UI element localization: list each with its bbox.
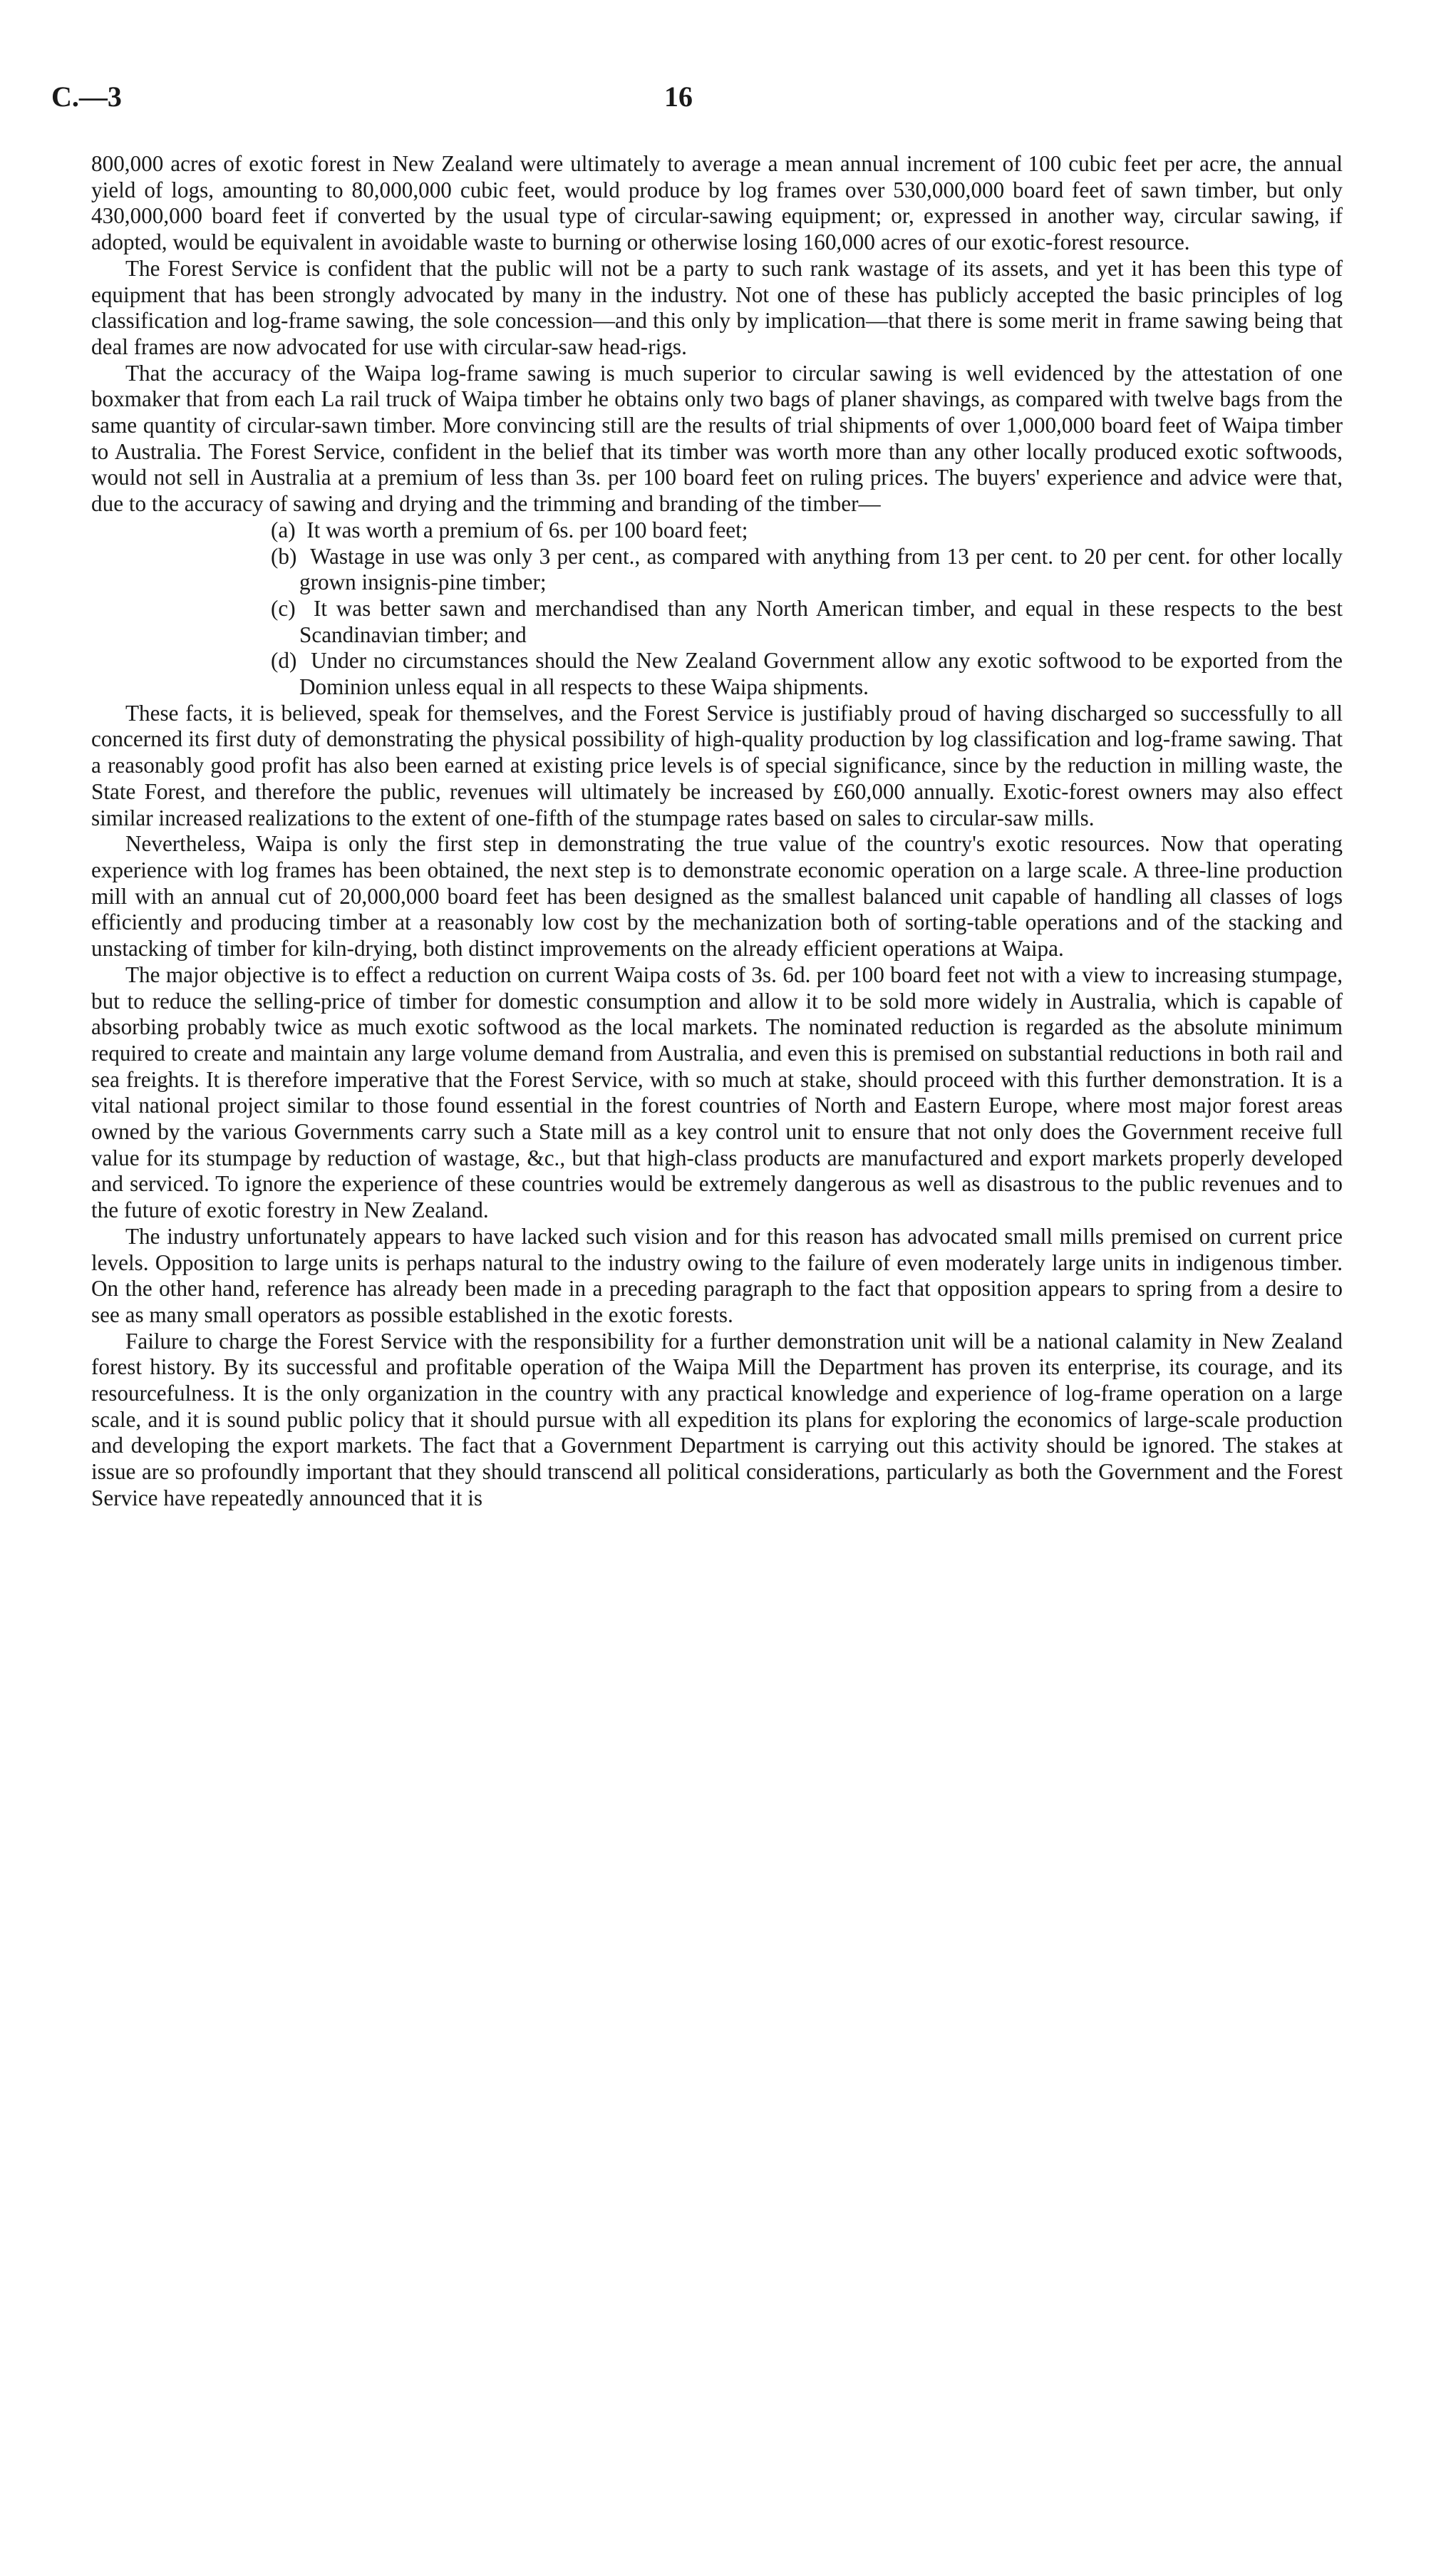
paragraph-nevertheless: Nevertheless, Waipa is only the first step in demonstrating the true value of the country's exotic resources. Now that operating experience with log frames has been obtained, the next step is to demonstrate economic operation on a large scale. A three-line production mill with an annual cut of 20,000,000 board feet has been designed as the smallest balanced unit capable of handling all classes of logs efficiently and producing timber at a reasonably low cost by the mechanization both of sorting-table operations and of the stacking and unstacking of timber for kiln-drying, both distinct improvements on the already efficient operations at Waipa. bbox=[91, 831, 1343, 962]
list-item-label: (d) bbox=[271, 648, 297, 674]
paragraph-industry-vision: The industry unfortunately appears to have lacked such vision and for this reason has advocated small mills premised on current price levels. Opposition to large units is perhaps natural to the industry owing to the failure of even moderately large units in indigenous timber. On the other hand, reference has already been made in a preceding paragraph to the fact that opposition appears to spring from a desire to see as many small operators as possible established in the exotic forests. bbox=[91, 1223, 1343, 1327]
paragraph-waipa-accuracy: That the accuracy of the Waipa log-frame sawing is much superior to circular sawing is well evidenced by the attestation of one boxmaker that from each La rail truck of Waipa timber he obtains only two bags of planer shavings, as compared with twelve bags from the same quantity of circular-sawn timber. More convincing still are the results of trial shipments of over 1,000,000 board feet of Waipa timber to Australia. The Forest Service, confident in the belief that its timber was worth more than any other locally produced exotic softwoods, would not sell in Australia at a premium of less than 3s. per 100 board feet on ruling prices. The buyers' experience and advice were that, due to the accuracy of sawing and drying and the trimming and branding of the timber— bbox=[91, 360, 1343, 517]
list-item bbox=[91, 517, 1343, 544]
paragraph-major-objective: The major objective is to effect a reduction on current Waipa costs of 3s. 6d. per 100 board feet not with a view to increasing stumpage, but to reduce the selling-price of timber for domestic consumption and allow it to be sold more widely in Australia, which is capable of absorbing probably twice as much exotic softwood as the local markets. The nominated reduction is regarded as the absolute minimum required to create and maintain any large volume demand from Australia, and even this is premised on substantial reductions in both rail and sea freights. It is therefore imperative that the Forest Service, with so much at stake, should proceed with this further demonstration. It is a vital national project similar to those found essential in the forest countries of North and Eastern Europe, where most major forest areas owned by the various Governments carry such a State mill as a key control unit to ensure that not only does the Government receive full value for its stumpage by reduction of wastage, &c., but that high-class products are manufactured and export markets properly developed and serviced. To ignore the experience of these countries would be extremely dangerous as well as disastrous to the public revenues and to the future of exotic forestry in New Zealand. bbox=[91, 962, 1343, 1223]
page-number: 16 bbox=[664, 81, 693, 113]
list-item-label: (c) bbox=[271, 595, 296, 621]
list-item-text: Under no circumstances should the New Zealand Government allow any exotic softwood to be exported from the Dominion unless equal in all respects to these Waipa shipments. bbox=[299, 648, 1343, 700]
list-item-label: (b) bbox=[271, 543, 297, 569]
paragraph-facts-speak: These facts, it is believed, speak for themselves, and the Forest Service is justifiably proud of having discharged so successfully to all concerned its first duty of demonstrating the physical possibility of high-quality production by log classification and log-frame sawing. That a reasonably good profit has also been earned at existing price levels is of special significance, since by the reduction in milling waste, the State Forest, and therefore the public, revenues will ultimately be increased by £60,000 annually. Exotic-forest owners may also effect similar increased realizations to the extent of one-fifth of the stumpage rates based on sales to circular-saw mills. bbox=[91, 700, 1343, 830]
list-item-text: It was better sawn and merchandised than any North American timber, and equal in these respects to the best Scandinavian timber; and bbox=[299, 595, 1343, 647]
list-item-text: It was worth a premium of 6s. per 100 board feet; bbox=[306, 517, 748, 542]
list-item bbox=[91, 596, 1343, 648]
list-item-text: Wastage in use was only 3 per cent., as compared with anything from 13 per cent. to 20 per cent. for other locally grown insignis-pine timber; bbox=[299, 543, 1343, 595]
list-item bbox=[91, 648, 1343, 700]
buyer-findings-list bbox=[91, 517, 1343, 701]
document-code: C.—3 bbox=[51, 81, 122, 113]
list-item-label: (a) bbox=[271, 517, 296, 542]
paragraph-forest-service-confident: The Forest Service is confident that the public will not be a party to such rank wastage of its assets, and yet it has been this type of equipment that has been strongly advocated by many in the industry. Not one of these has publicly accepted the basic principles of log classification and log-frame sawing, the sole concession—and this only by implication—that there is some merit in frame sawing being that deal frames are now advocated for use with circular-saw head-rigs. bbox=[91, 255, 1343, 359]
paragraph-continued: 800,000 acres of exotic forest in New Zealand were ultimately to average a mean annual increment of 100 cubic feet per acre, the annual yield of logs, amounting to 80,000,000 cubic feet, would produce by log frames over 530,000,000 board feet of sawn timber, but only 430,000,000 board feet if converted by the usual type of circular-sawing equipment; or, expressed in another way, circular sawing, if adopted, would be equivalent in avoidable waste to burning or otherwise losing 160,000 acres of our exotic-forest resource. bbox=[91, 151, 1343, 255]
paragraph-failure-to-charge: Failure to charge the Forest Service with the responsibility for a further demonstration unit will be a national calamity in New Zealand forest history. By its successful and profitable operation of the Waipa Mill the Department has proven its enterprise, its courage, and its resourcefulness. It is the only organization in the country with any practical knowledge and experience of log-frame operation on a large scale, and it is sound public policy that it should pursue with all expedition its plans for exploring the economics of large-scale production and developing the export markets. The fact that a Government Department is carrying out this activity should be ignored. The stakes at issue are so profoundly important that they should transcend all political considerations, particularly as both the Government and the Forest Service have repeatedly announced that it is bbox=[91, 1328, 1343, 1510]
page-header bbox=[51, 80, 1334, 123]
body-text bbox=[91, 151, 1343, 1512]
list-item bbox=[91, 544, 1343, 596]
